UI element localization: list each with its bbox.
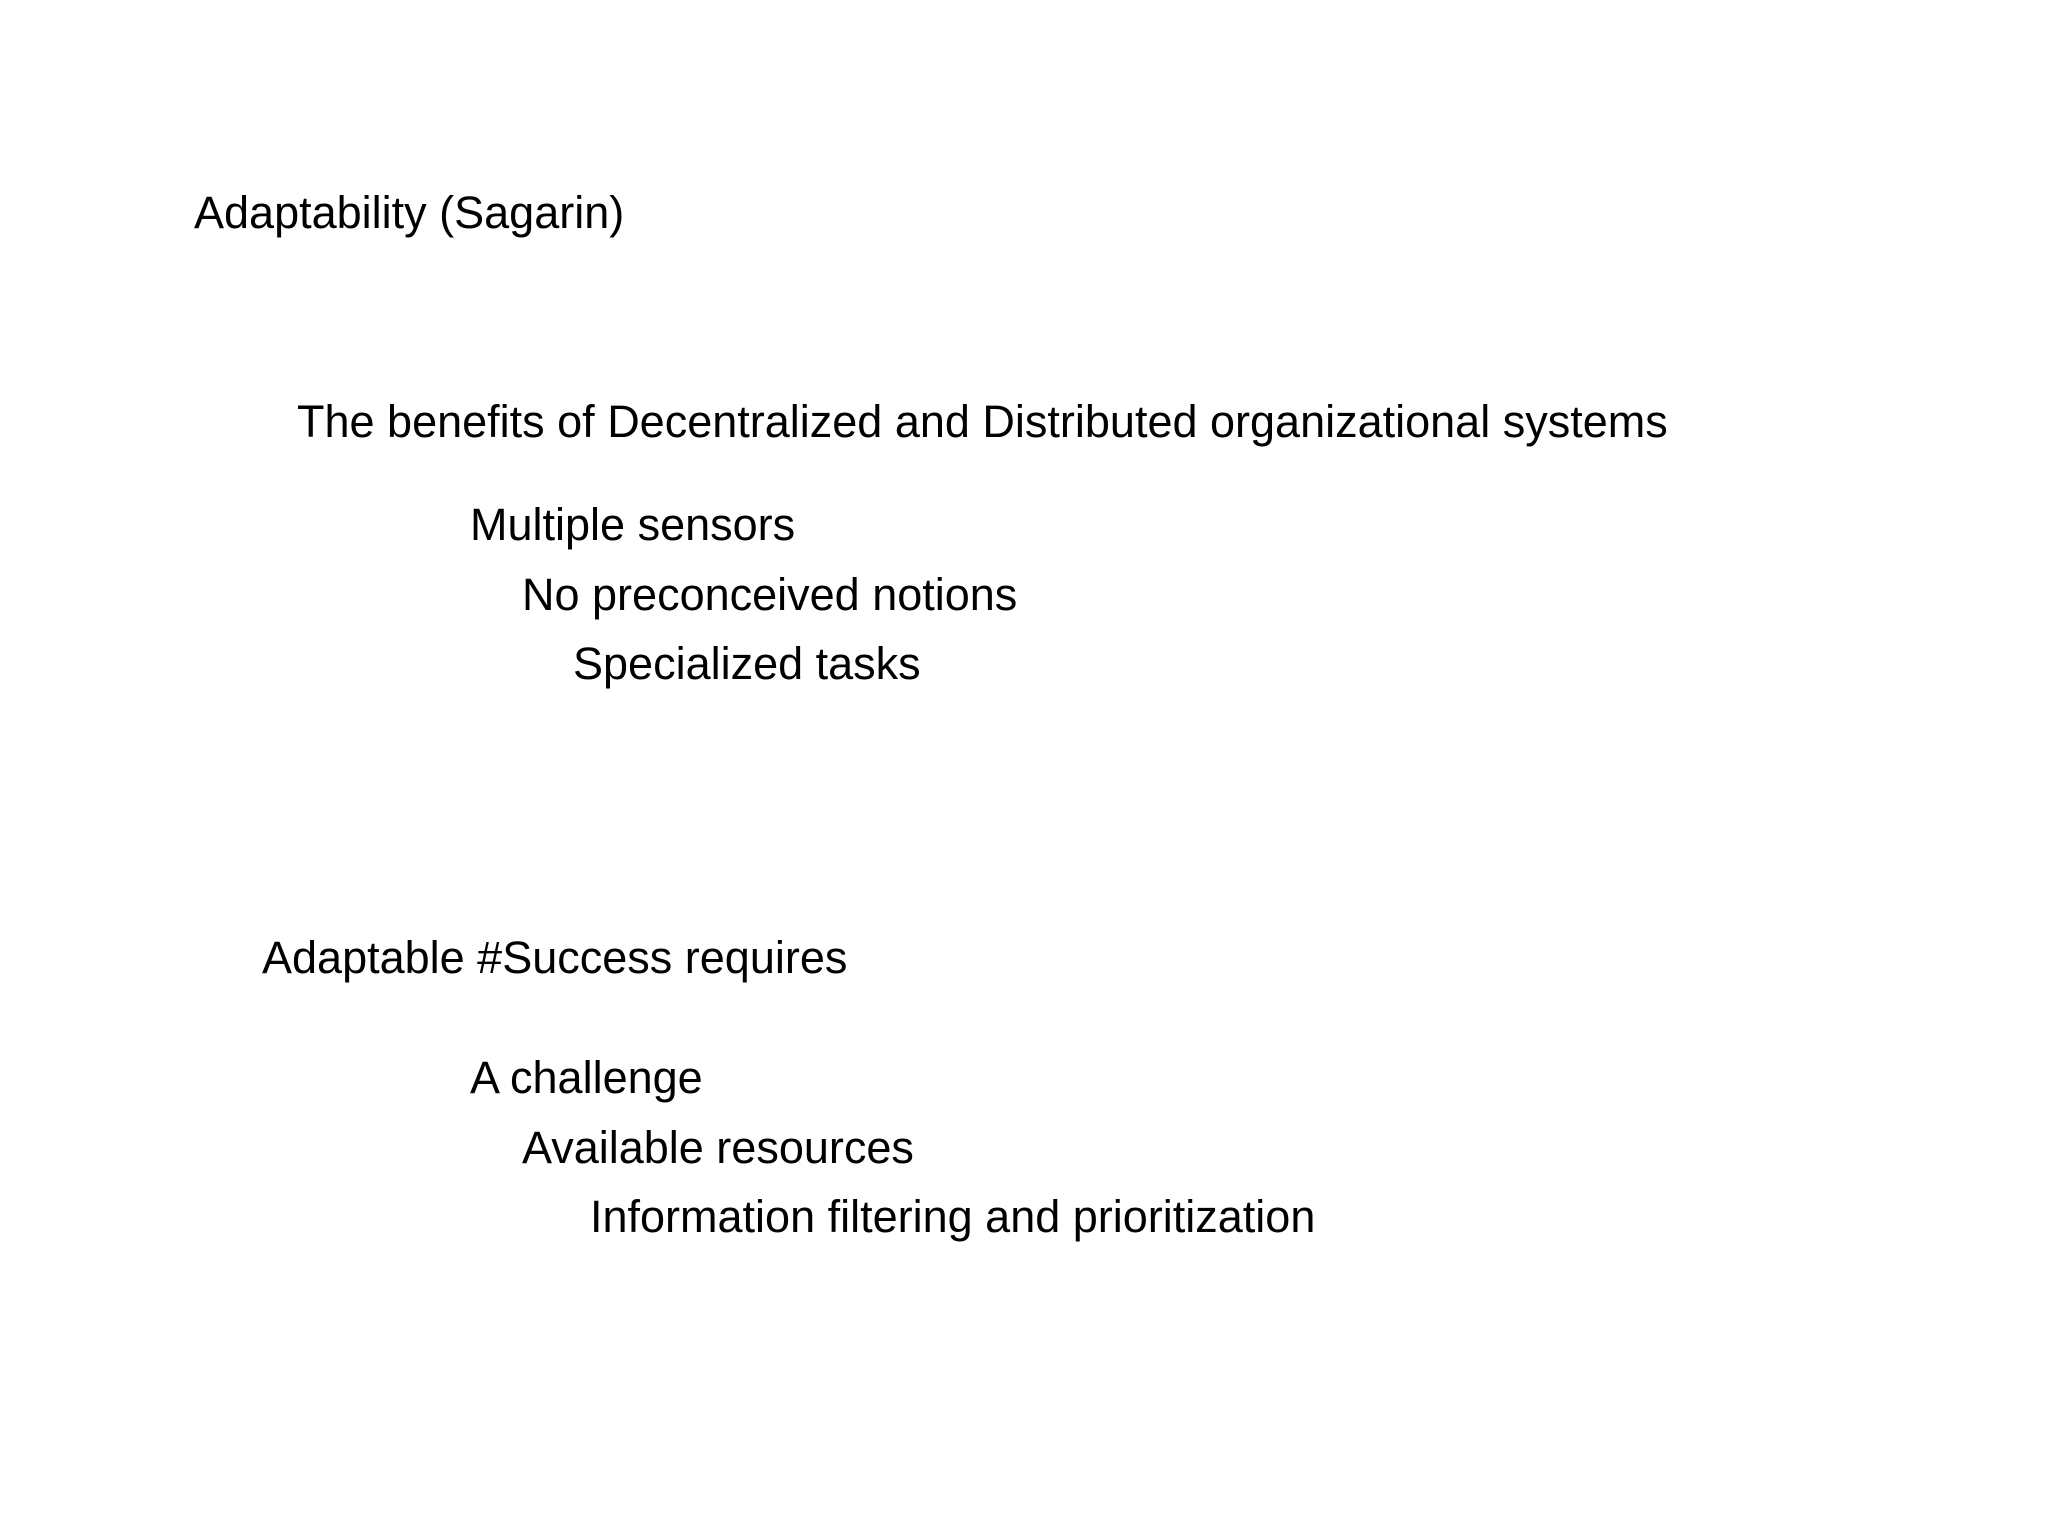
section-heading-benefits: The benefits of Decentralized and Distributed organizational systems	[297, 396, 1668, 447]
list-item: Specialized tasks	[573, 638, 921, 689]
list-item: Multiple sensors	[470, 499, 796, 550]
slide-title: Adaptability (Sagarin)	[194, 187, 625, 238]
section-heading-success: Adaptable #Success requires	[262, 932, 848, 983]
list-item: Information filtering and prioritization	[590, 1191, 1316, 1242]
list-item: Available resources	[522, 1122, 914, 1173]
list-item: No preconceived notions	[522, 569, 1018, 620]
list-item: A challenge	[470, 1052, 703, 1103]
